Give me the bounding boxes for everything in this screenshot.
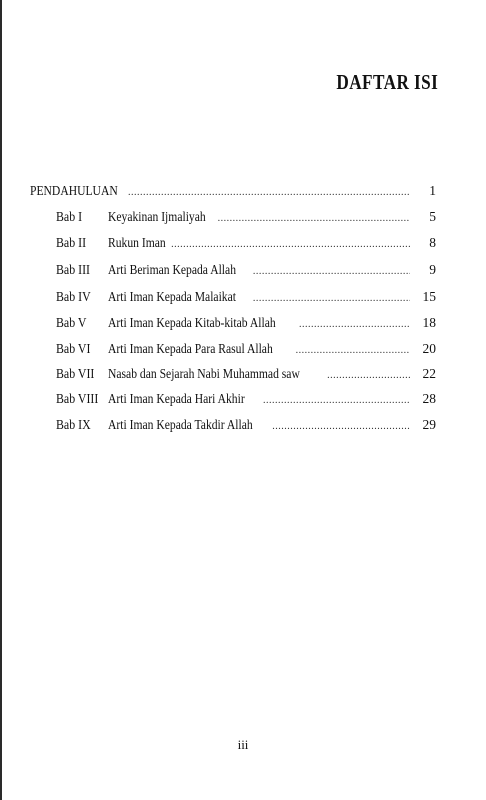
toc-chapter-prefix: Bab VII [56,366,95,381]
toc-entry-body [108,232,410,256]
toc-entry-body [108,312,410,336]
toc-entry-title: Arti Iman Kepada Para Rasul Allah [108,341,273,356]
toc-page-number: 22 [422,366,436,381]
toc-entry-bab-5[interactable] [0,312,486,334]
page-title: DAFTAR ISI [336,70,438,94]
toc-entry-body [108,286,410,310]
toc-entry-body [108,259,410,283]
toc-chapter-prefix: Bab IX [56,417,91,432]
dot-leader [263,390,410,412]
toc-chapter-prefix: Bab II [56,235,87,250]
toc-entry-bab-2[interactable] [0,232,486,254]
toc-chapter-prefix: Bab VIII [56,391,99,406]
dot-leader [171,234,410,256]
toc-entry-title: Nasab dan Sejarah Nabi Muhammad saw [108,366,300,381]
dot-leader [218,208,410,230]
toc-page-number: 15 [422,289,436,304]
toc-page-number: 8 [429,235,436,250]
toc-entry-title: Rukun Iman [108,235,166,250]
toc-entry-title: Arti Iman Kepada Kitab-kitab Allah [108,315,276,330]
toc-chapter-prefix: Bab I [56,209,83,224]
toc-entry-title: Arti Iman Kepada Takdir Allah [108,417,253,432]
toc-chapter-prefix: Bab III [56,262,90,277]
toc-entry-body [108,206,410,230]
toc-entry-body [30,180,410,204]
toc-entry-bab-9[interactable] [0,414,486,436]
toc-entry-bab-7[interactable] [0,363,486,385]
toc-entry-title: Arti Beriman Kepada Allah [108,262,237,277]
toc-page-number: 1 [429,183,436,198]
toc-entry-body [108,363,410,387]
toc-page-number: 28 [422,391,436,406]
toc-page-number: 5 [429,209,436,224]
toc-entry-body [108,414,410,438]
toc-entry-title: PENDAHULUAN [30,183,118,198]
toc-page-number: 20 [422,341,436,356]
page-number-footer: iii [237,737,249,752]
dot-leader [253,261,410,283]
dot-leader [128,182,410,204]
toc-chapter-prefix: Bab V [56,315,87,330]
toc-entry-bab-3[interactable] [0,259,486,281]
toc-entry-bab-6[interactable] [0,338,486,360]
toc-page-number: 18 [422,315,436,330]
dot-leader [299,314,410,336]
toc-entry-bab-4[interactable] [0,286,486,308]
toc-page-number: 9 [429,262,436,277]
toc-entry-bab-1[interactable] [0,206,486,228]
toc-entry-pendahuluan[interactable] [0,180,486,202]
dot-leader [296,340,410,362]
toc-entry-bab-8[interactable] [0,388,486,410]
toc-entry-title: Keyakinan Ijmaliyah [108,209,206,224]
toc-entry-title: Arti Iman Kepada Hari Akhir [108,391,245,406]
dot-leader [253,288,410,310]
toc-page-number: 29 [422,417,436,432]
dot-leader [327,365,410,387]
toc-chapter-prefix: Bab IV [56,289,91,304]
toc-entry-title: Arti Iman Kepada Malaikat [108,289,236,304]
toc-chapter-prefix: Bab VI [56,341,91,356]
toc-entry-body [108,388,410,412]
dot-leader [272,416,410,438]
toc-entry-body [108,338,410,362]
